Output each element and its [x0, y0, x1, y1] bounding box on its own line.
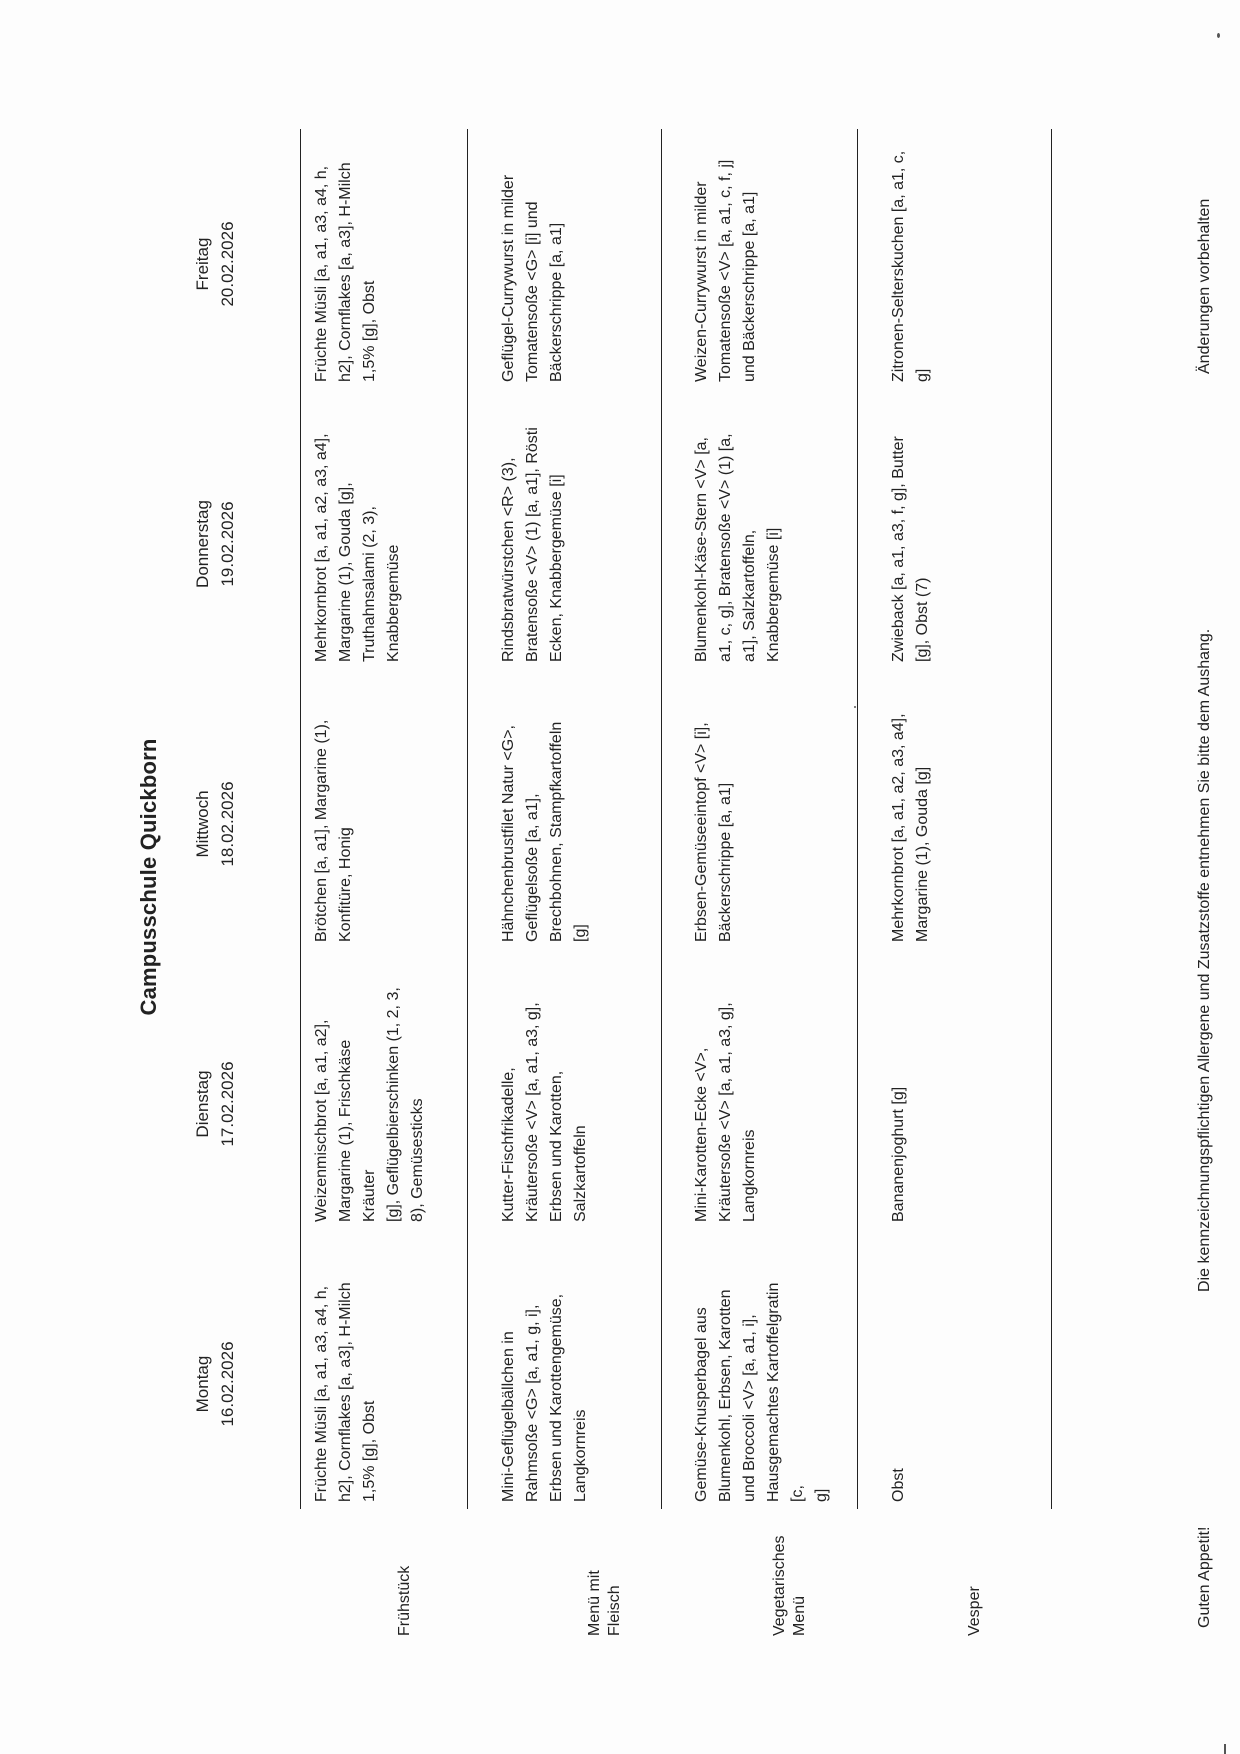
- table-cell: Kutter-Fischfrikadelle, Kräutersoße <V> [a, a1, a3, g], Erbsen und Karotten, Salzkartoffeln: [500, 1002, 589, 1222]
- row-label-fruehstueck: Frühstück: [396, 1565, 413, 1636]
- table-cell: Brötchen [a, a1], Margarine (1), Konfitüre, Honig: [313, 719, 354, 942]
- table-cell: Weizen-Currywurst in milder Tomatensoße <V> [a, a1, c, f, j] und Bäckerschrippe [a, a1]: [693, 159, 758, 382]
- table-cell: Gemüse-Knusperbagel aus Blumenkohl, Erbsen, Karotten und Broccoli <V> [a, a1, i], Hausgemachtes Kartoffelgratin [c, g]: [693, 1282, 830, 1502]
- footer-greeting: Guten Appetit!: [1196, 1526, 1213, 1628]
- day-name: Dienstag: [193, 1070, 212, 1138]
- table-rule: [1051, 129, 1052, 1509]
- day-header-monday: [190, 1264, 240, 1504]
- row-label-vesper: Vesper: [966, 1586, 983, 1636]
- row-label-vegetarisch: Vegetarisches Menü: [771, 1535, 808, 1636]
- day-date: 18.02.2026: [218, 781, 237, 867]
- table-rule: [467, 129, 468, 1509]
- day-name: Freitag: [193, 237, 212, 291]
- day-header-thursday: [190, 424, 240, 664]
- day-date: 19.02.2026: [218, 501, 237, 587]
- table-cell: Erbsen-Gemüseeintopf <V> [i], Bäckerschrippe [a, a1]: [693, 722, 734, 942]
- table-cell: Obst: [890, 1468, 907, 1502]
- table-rule: [857, 129, 858, 1509]
- day-header-wednesday: [190, 704, 240, 944]
- day-header-friday: [190, 144, 240, 384]
- table-cell: Mini-Karotten-Ecke <V>, Kräutersoße <V> [a, a1, a3, g], Langkornreis: [693, 1002, 758, 1222]
- scan-speck: [854, 706, 856, 708]
- day-name: Mittwoch: [193, 790, 212, 858]
- table-cell: Bananenjoghurt [g]: [890, 1086, 907, 1222]
- footer-allergen-note: Die kennzeichnungspflichtigen Allergene und Zusatzstoffe entnehmen Sie bitte dem Aushang.: [1196, 628, 1213, 1292]
- table-cell: Mini-Geflügelbällchen in Rahmsoße <G> [a, a1, g, i], Erbsen und Karottengemüse, Langkornreis: [500, 1293, 589, 1502]
- table-cell: Früchte Müsli [a, a1, a3, a4, h, h2], Cornflakes [a, a3], H-Milch 1,5% [g], Obst: [313, 162, 378, 382]
- table-cell: Zitronen-Selterskuchen [a, a1, c, g]: [890, 150, 931, 382]
- day-name: Montag: [193, 1355, 212, 1413]
- table-cell: Blumenkohl-Käse-Stern <V> [a, a1, c, g], Bratensoße <V> (1) [a, a1], Salzkartoffeln, Knabbergemüse [i]: [693, 433, 782, 662]
- page-title: Campusschule Quickborn: [136, 738, 161, 1016]
- table-cell: Rindsbratwürstchen <R> (3), Bratensoße <V> (1) [a, a1], Rösti Ecken, Knabbergemüse [i]: [500, 427, 565, 662]
- table-cell: Mehrkornbrot [a, a1, a2, a3, a4], Margarine (1), Gouda [g], Truthahnsalami (2, 3), Knabbergemüse: [313, 433, 402, 662]
- footer-disclaimer: Änderungen vorbehalten: [1196, 198, 1213, 374]
- table-cell: Hähnchenbrustfilet Natur <G>, Geflügelsoße [a, a1], Brechbohnen, Stampfkartoffeln [g]: [500, 721, 589, 942]
- table-cell: Früchte Müsli [a, a1, a3, a4, h, h2], Cornflakes [a, a3], H-Milch 1,5% [g], Obst: [313, 1282, 378, 1502]
- table-cell: Weizenmischbrot [a, a1, a2], Margarine (1), Frischkäse Kräuter [g], Geflügelbierschinken (1, 2, 3, 8), Gemüsesticks: [313, 987, 426, 1222]
- scan-speck: [1217, 33, 1220, 38]
- table-cell: Zwieback [a, a1, a3, f, g], Butter [g], Obst (7): [890, 436, 931, 662]
- table-rule: [661, 129, 662, 1509]
- day-date: 20.02.2026: [218, 221, 237, 307]
- day-date: 16.02.2026: [218, 1341, 237, 1427]
- table-cell: Geflügel-Currywurst in milder Tomatensoße <G> [i] und Bäckerschrippe [a, a1]: [500, 174, 565, 382]
- table-cell: Mehrkornbrot [a, a1, a2, a3, a4], Margarine (1), Gouda [g]: [890, 713, 931, 942]
- row-label-menue-fleisch: Menü mit Fleisch: [586, 1570, 623, 1636]
- day-name: Donnerstag: [193, 500, 212, 588]
- day-date: 17.02.2026: [218, 1061, 237, 1147]
- day-header-tuesday: [190, 984, 240, 1224]
- scan-speck: [1224, 1744, 1226, 1754]
- table-rule: [300, 129, 301, 1509]
